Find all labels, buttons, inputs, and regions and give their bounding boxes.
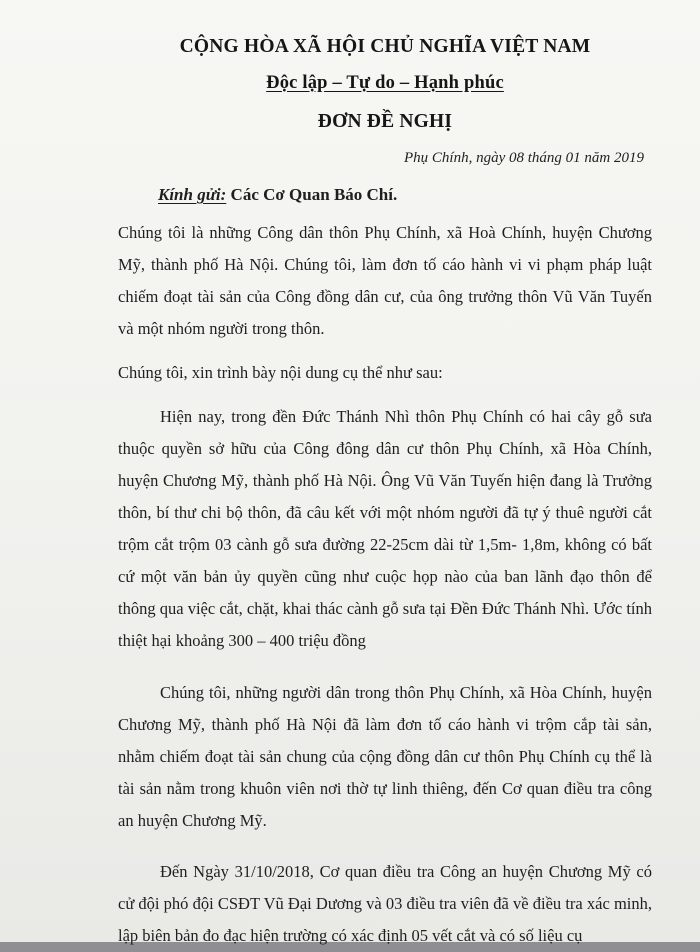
national-title: CỘNG HÒA XÃ HỘI CHỦ NGHĨA VIỆT NAM [179,36,591,57]
paragraph-incident: Hiện nay, trong đền Đức Thánh Nhì thôn Phụ Chính có hai cây gỗ sưa thuộc quyền sở hữu của Công đông dân cư thôn Phụ Chính, xã Hòa Chính, huyện Chương Mỹ, thành phố Hà Nội. Ông Vũ Văn Tuyến hiện đang là Trưởng thôn, bí thư chi bộ thôn, đã câu kết với một nhóm người đã tự ý thuê người cắt trộm cắt trộm 03 cành gỗ sưa đường 22-25cm dài từ 1,5m- 1,8m, không có bất cứ một văn bản ủy quyền cũng như cuộc họp nào của ban lãnh đạo thôn để thông qua việc cắt, chặt, khai thác cành gỗ sưa tại Đền Đức Thánh Nhì. Ước tính thiệt hại khoảng 300 – 400 triệu đồng [118,407,652,650]
paragraph-intro: Chúng tôi là những Công dân thôn Phụ Chính, xã Hoà Chính, huyện Chương Mỹ, thành phố Hà Nội. Chúng tôi, làm đơn tố cáo hành vi vi phạm pháp luật chiếm đoạt tài sản của Công đồng dân cư, của ông trưởng thôn Vũ Văn Tuyến và một nhóm người trong thôn. [118,223,652,338]
recipient-name: Các Cơ Quan Báo Chí. [230,185,398,204]
paragraph-investigation: Đến Ngày 31/10/2018, Cơ quan điều tra Công an huyện Chương Mỹ có cử đội phó đội CSĐT Vũ Đại Dương và 03 điều tra viên đã về điều tra xác minh, lập biên bản đo đạc hiện trường có xác định 05 vết cắt và có số liệu cụ [118,862,652,945]
national-motto: Độc lập – Tự do – Hạnh phúc [266,73,504,93]
paragraph-lead-in: Chúng tôi, xin trình bày nội dung cụ thể như sau: [118,363,443,382]
document-title: ĐƠN ĐỀ NGHỊ [317,111,453,132]
recipient-label: Kính gửi: [158,185,227,204]
paragraph-complaint: Chúng tôi, những người dân trong thôn Phụ Chính, xã Hòa Chính, huyện Chương Mỹ, thành phố Hà Nội đã làm đơn tố cáo hành vi trộm cắp tài sản, nhằm chiếm đoạt tài sản chung của cộng đồng dân cư thôn Phụ Chính cụ thể là tài sản nằm trong khuôn viên nơi thờ tự linh thiêng, đến Cơ quan điều tra công an huyện Chương Mỹ. [118,683,652,830]
place-and-date: Phụ Chính, ngày 08 tháng 01 năm 2019 [404,150,644,166]
recipient-line [158,185,652,205]
